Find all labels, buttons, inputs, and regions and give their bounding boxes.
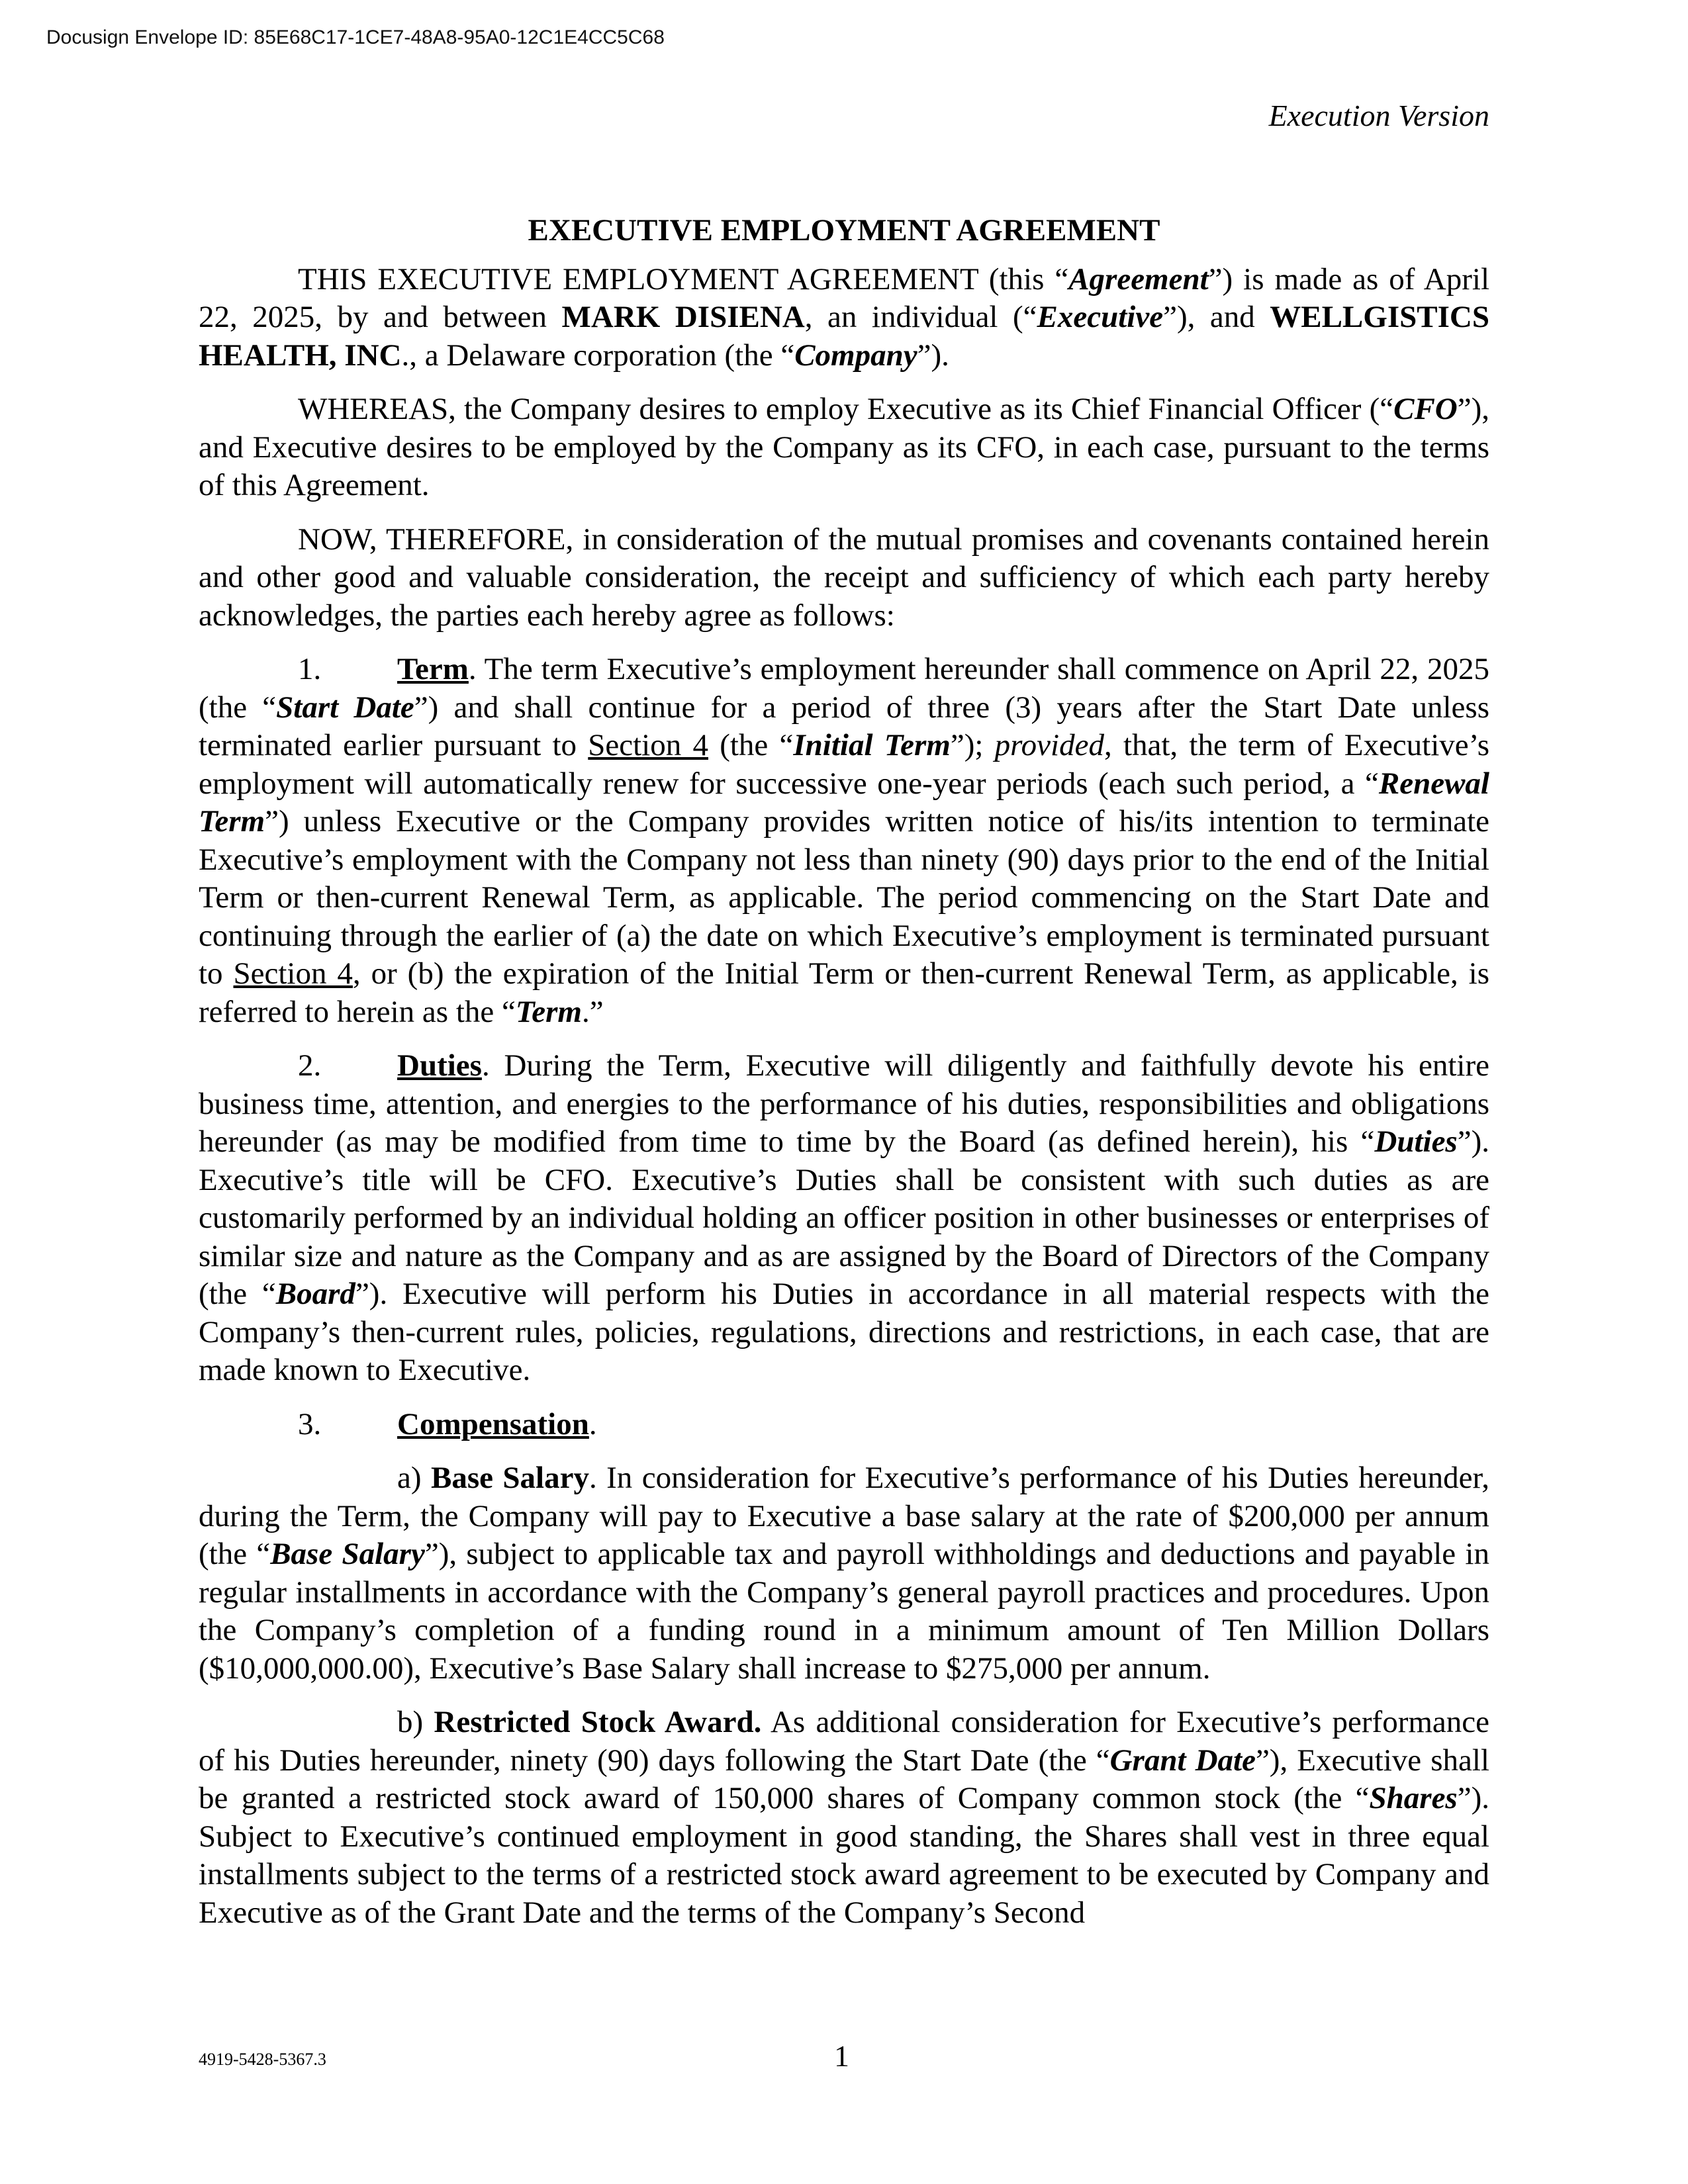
- section-3a-base-salary: a) Base Salary. In consideration for Executive’s performance of his Duties hereunder, during the Term, the Company will pay to Executive a base salary at the rate of $200,000 per annum (the “Base Salary”), subject to applicable tax and payroll withholdings and deductions and payable in regular installments in accordance with the Company’s general payroll practices and procedures. Upon the Company’s completion of a funding round in a minimum amount of Ten Million Dollars ($10,000,000.00), Executive’s Base Salary shall increase to $275,000 per annum.: [199, 1461, 1490, 1686]
- section-heading: Duties: [397, 1048, 482, 1083]
- section-3-compensation: 3. Compensation.: [199, 1406, 1489, 1444]
- now-therefore-paragraph: NOW, THEREFORE, in consideration of the mutual promises and covenants contained herein and other good and valuable consideration, the receipt and sufficiency of which each party hereby acknowledges, the parties each hereby agree as follows:: [199, 522, 1489, 633]
- whereas-paragraph: WHEREAS, the Company desires to employ Executive as its Chief Financial Officer (“CFO”), and Executive desires to be employed by the Company as its CFO, in each case, pursuant to the terms of this Agreement.: [199, 392, 1489, 502]
- subsection-heading: Base Salary: [430, 1461, 589, 1495]
- section-number: 1.: [298, 652, 322, 686]
- page-number: 1: [834, 2039, 849, 2073]
- agreement-body: [199, 212, 1489, 1948]
- section-number: 3.: [298, 1406, 322, 1441]
- section-heading: Compensation: [397, 1406, 589, 1441]
- section-2-duties: 2. Duties. During the Term, Executive will diligently and faithfully devote his entire business time, attention, and energies to the performance of his duties, responsibilities and obligations hereunder (as may be modified from time to time by the Board (as defined herein), his “Duties”). Executive’s title will be CFO. Executive’s Duties shall be consistent with such duties as are customarily performed by an individual holding an officer position in other businesses or enterprises of similar size and nature as the Company and as are assigned by the Board of Directors of the Company (the “Board”). Executive will perform his Duties in accordance in all material respects with the Company’s then-current rules, policies, regulations, directions and restrictions, in each case, that are made known to Executive.: [199, 1048, 1489, 1387]
- footer-document-id: 4919-5428-5367.3: [199, 2050, 326, 2069]
- section-number: 2.: [298, 1048, 322, 1083]
- section-heading: Term: [397, 652, 469, 686]
- execution-version-label: Execution Version: [1268, 99, 1489, 132]
- envelope-id: Docusign Envelope ID: 85E68C17-1CE7-48A8-95A0-12C1E4CC5C68: [46, 26, 665, 48]
- intro-paragraph: THIS EXECUTIVE EMPLOYMENT AGREEMENT (this “Agreement”) is made as of April 22, 2025, by and between MARK DISIENA, an individual (“Executive”), and WELLGISTICS HEALTH, INC., a Delaware corporation (the “Company”).: [199, 261, 1489, 373]
- section-1-term: 1. Term. The term Executive’s employment hereunder shall commence on April 22, 2025 (the “Start Date”) and shall continue for a period of three (3) years after the Start Date unless terminated earlier pursuant to Section 4 (the “Initial Term”); provided, that, the term of Executive’s employment will automatically renew for successive one-year periods (each such period, a “Renewal Term”) unless Executive or the Company provides written notice of his/its intention to terminate Executive’s employment with the Company not less than ninety (90) days prior to the end of the Initial Term or then-current Renewal Term, as applicable. The period commencing on the Start Date and continuing through the earlier of (a) the date on which Executive’s employment is terminated pursuant to Section 4, or (b) the expiration of the Initial Term or then-current Renewal Term, as applicable, is referred to herein as the “Term.”: [199, 652, 1490, 1029]
- document-title: EXECUTIVE EMPLOYMENT AGREEMENT: [528, 213, 1160, 248]
- subsection-heading: Restricted Stock Award.: [434, 1705, 762, 1739]
- section-3b-restricted-stock: b) Restricted Stock Award. As additional consideration for Executive’s performance of his Duties hereunder, ninety (90) days following the Start Date (the “Grant Date”), Executive shall be granted a restricted stock award of 150,000 shares of Company common stock (the “Shares”). Subject to Executive’s continued employment in good standing, the Shares shall vest in three equal installments subject to the terms of a restricted stock award agreement to be executed by Company and Executive as of the Grant Date and the terms of the Company’s Second: [199, 1705, 1489, 1930]
